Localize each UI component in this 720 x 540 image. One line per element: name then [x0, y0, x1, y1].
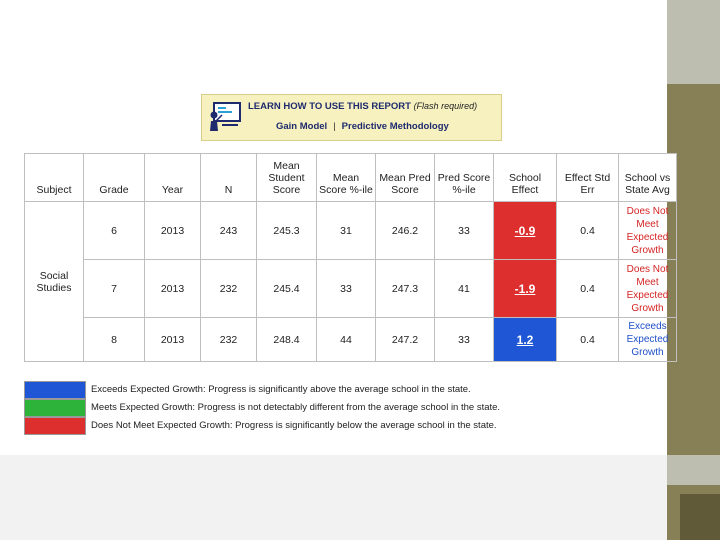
- vs-state-cell: Exceeds Expected Growth: [619, 318, 677, 362]
- legend-swatch-meets: [24, 399, 86, 417]
- school-effect-link[interactable]: 1.2: [516, 332, 534, 347]
- header-school-effect: School Effect: [494, 154, 557, 202]
- year-cell: 2013: [145, 318, 201, 362]
- school-effect-link[interactable]: -0.9: [514, 223, 536, 238]
- gain-model-link[interactable]: Gain Model: [276, 121, 328, 132]
- year-cell: 2013: [145, 202, 201, 260]
- pred-pctile-cell: 33: [435, 202, 494, 260]
- legend-swatch-exceeds: [24, 381, 86, 399]
- pred-pctile-cell: 33: [435, 318, 494, 362]
- table-row: [25, 318, 677, 362]
- growth-legend: [24, 381, 554, 435]
- banner-title-link[interactable]: LEARN HOW TO USE THIS REPORT: [248, 101, 411, 112]
- std-err-cell: 0.4: [557, 202, 619, 260]
- slide-band-left: [0, 455, 667, 540]
- school-effect-link[interactable]: -1.9: [514, 281, 536, 296]
- banner-note: (Flash required): [413, 101, 478, 111]
- header-grade: Grade: [84, 154, 145, 202]
- legend-item: [24, 399, 554, 417]
- year-cell: 2013: [145, 260, 201, 318]
- n-cell: 232: [201, 260, 257, 318]
- pred-score-cell: 247.3: [376, 260, 435, 318]
- school-effect-cell[interactable]: [494, 260, 557, 318]
- header-subject: Subject: [25, 154, 84, 202]
- table-row: [25, 202, 677, 260]
- mean-score-cell: 248.4: [257, 318, 317, 362]
- legend-item: [24, 381, 554, 399]
- mean-pctile-cell: 31: [317, 202, 376, 260]
- learn-banner: [201, 94, 502, 141]
- pred-score-cell: 247.2: [376, 318, 435, 362]
- header-effect-std-err: Effect Std Err: [557, 154, 619, 202]
- header-pred-score-pctile: Pred Score %-ile: [435, 154, 494, 202]
- n-cell: 232: [201, 318, 257, 362]
- mean-score-cell: 245.3: [257, 202, 317, 260]
- slide-accent-gray-top: [667, 0, 720, 84]
- banner-links: [276, 121, 449, 132]
- header-mean-pred-score: Mean Pred Score: [376, 154, 435, 202]
- mean-pctile-cell: 33: [317, 260, 376, 318]
- legend-item: [24, 417, 554, 435]
- slide-accent-gray-bottom: [667, 455, 720, 485]
- school-effect-cell[interactable]: [494, 202, 557, 260]
- std-err-cell: 0.4: [557, 260, 619, 318]
- grade-cell: 6: [84, 202, 145, 260]
- header-school-vs-state: School vs State Avg: [619, 154, 677, 202]
- link-separator: |: [333, 121, 336, 132]
- legend-label: Does Not Meet Expected Growth: Progress is significantly below the average school in the state.: [91, 420, 497, 431]
- vs-state-cell: Does Not Meet Expected Growth: [619, 202, 677, 260]
- legend-label: Exceeds Expected Growth: Progress is significantly above the average school in the state.: [91, 384, 471, 395]
- mean-score-cell: 245.4: [257, 260, 317, 318]
- n-cell: 243: [201, 202, 257, 260]
- header-year: Year: [145, 154, 201, 202]
- predictive-methodology-link[interactable]: Predictive Methodology: [341, 121, 449, 132]
- table-row: [25, 260, 677, 318]
- mean-pctile-cell: 44: [317, 318, 376, 362]
- presentation-icon: [208, 101, 242, 133]
- legend-swatch-not-meet: [24, 417, 86, 435]
- vs-state-cell: Does Not Meet Expected Growth: [619, 260, 677, 318]
- legend-label: Meets Expected Growth: Progress is not detectably different from the average school in the state.: [91, 402, 501, 413]
- header-n: N: [201, 154, 257, 202]
- header-mean-student-score: Mean Student Score: [257, 154, 317, 202]
- banner-title-line: [248, 101, 477, 112]
- table-header-row: [25, 154, 677, 202]
- subject-cell: Social Studies: [25, 202, 84, 362]
- pred-pctile-cell: 41: [435, 260, 494, 318]
- grade-cell: 8: [84, 318, 145, 362]
- pred-score-cell: 246.2: [376, 202, 435, 260]
- school-effect-cell[interactable]: [494, 318, 557, 362]
- grade-cell: 7: [84, 260, 145, 318]
- std-err-cell: 0.4: [557, 318, 619, 362]
- growth-report-table: [24, 153, 677, 362]
- header-mean-score-pctile: Mean Score %-ile: [317, 154, 376, 202]
- slide-accent-dark-corner: [680, 494, 720, 540]
